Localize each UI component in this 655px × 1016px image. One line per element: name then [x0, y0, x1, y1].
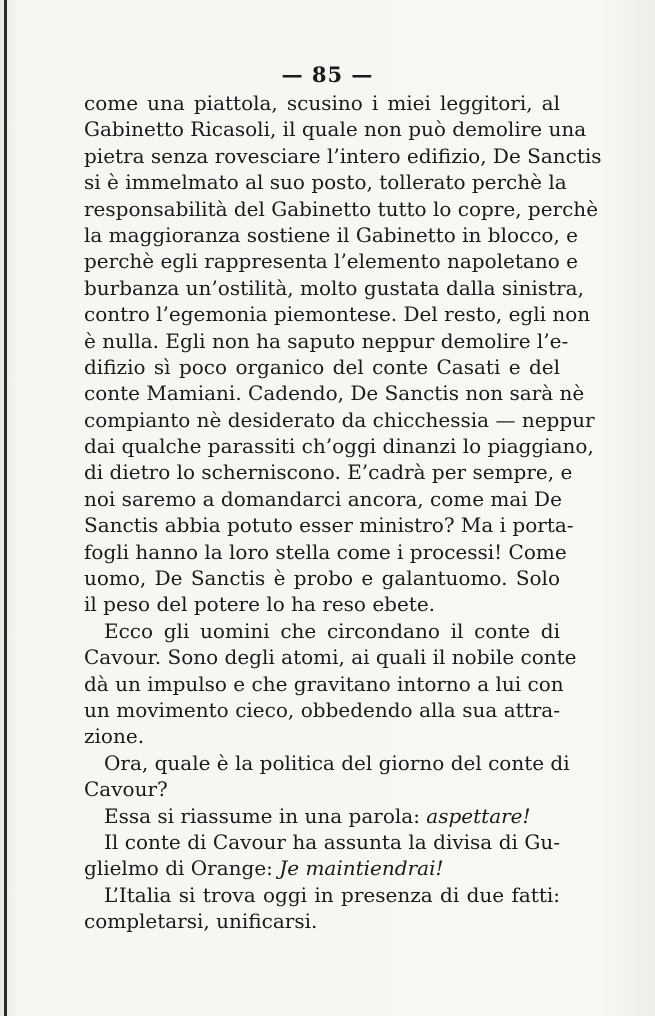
- text-line: [84, 486, 560, 512]
- text-line-content: glielmo di Orange:: [84, 856, 280, 881]
- text-line: [84, 222, 579, 248]
- text-line: [84, 354, 560, 380]
- text-line: [84, 829, 560, 855]
- text-line: [84, 196, 599, 222]
- text-line-content: difizio sì poco organico del conte Casati e del: [84, 354, 560, 379]
- text-line: [84, 591, 560, 617]
- text-line: [84, 618, 560, 644]
- text-line: [84, 90, 560, 116]
- text-line: [84, 169, 567, 195]
- text-line: [84, 248, 578, 274]
- text-line-content: Ecco gli uomini che circondano il conte di: [104, 618, 560, 643]
- text-line: [84, 644, 577, 670]
- page-number: — 85 —: [281, 62, 374, 87]
- text-line: [84, 116, 587, 142]
- text-line-content: Il conte di Cavour ha assunta la divisa di Gu-: [104, 829, 560, 854]
- text-line-content: Ora, quale è la politica del giorno del conte di: [104, 750, 570, 775]
- text-line-content: è nulla. Egli non ha saputo neppur demolire l’e-: [84, 328, 569, 353]
- text-line-content: Cavour. Sono degli atomi, ai quali il nobile conte: [84, 645, 577, 670]
- text-line-content: Sanctis abbia potuto esser ministro? Ma i porta-: [84, 513, 574, 538]
- text-line-content: zione.: [84, 724, 145, 749]
- text-line-content: come una piattola, scusino i miei leggitori, al: [84, 91, 560, 115]
- text-line-content: uomo, De Sanctis è probo e galantuomo. Solo: [84, 566, 560, 591]
- text-line-content: dai qualche parassiti ch’oggi dinanzi lo piaggiano,: [84, 434, 594, 459]
- text-line-content: fogli hanno la loro stella come i processi! Come: [84, 539, 567, 564]
- text-line-content: la maggioranza sostiene il Gabinetto in blocco, e: [84, 222, 579, 247]
- text-line-content: L’Italia si trova oggi in presenza di due fatti:: [104, 882, 560, 907]
- text-line-content: di dietro lo scherniscono. E’cadrà per sempre, e: [84, 460, 573, 485]
- text-line: [84, 539, 567, 565]
- text-line: [84, 671, 564, 697]
- text-line-content: burbanza un’ostilità, molto gustata dalla sinistra,: [84, 275, 584, 300]
- text-line-content: il peso del potere lo ha reso ebete.: [84, 592, 436, 617]
- text-line-content: noi saremo a domandarci ancora, come mai De: [84, 486, 562, 511]
- text-line-content: dà un impulso e che gravitano intorno a lui con: [84, 671, 564, 696]
- text-line-content: pietra senza rovesciare l’intero edifizio, De Sanctis: [84, 143, 602, 168]
- text-line-content: responsabilità del Gabinetto tutto lo copre, perchè: [84, 196, 599, 221]
- text-line: [84, 697, 560, 723]
- text-line: [84, 301, 591, 327]
- text-line: [84, 723, 560, 749]
- text-line-content: Essa si riassume in una parola:: [104, 803, 427, 828]
- text-line-content: conte Mamiani. Cadendo, De Sanctis non sarà nè: [84, 381, 585, 406]
- text-line: [84, 275, 584, 301]
- text-line-content: Gabinetto Ricasoli, il quale non può demolire una: [84, 117, 587, 142]
- text-line: [84, 803, 560, 829]
- text-line: [84, 565, 560, 591]
- body-text: [84, 90, 602, 935]
- text-line-content: contro l’egemonia piemontese. Del resto, egli non: [84, 302, 591, 327]
- text-line: [84, 908, 560, 934]
- text-line-content: un movimento cieco, obbedendo alla sua attra-: [84, 697, 560, 722]
- text-line: [84, 143, 602, 169]
- text-line-content: perchè egli rappresenta l’elemento napoletano e: [84, 249, 578, 274]
- text-line-content: completarsi, unificarsi.: [84, 909, 318, 934]
- text-line: [84, 855, 560, 881]
- text-line: [84, 776, 560, 802]
- text-line: [84, 380, 585, 406]
- text-line-content: compianto nè desiderato da chicchessia — neppur: [84, 407, 595, 432]
- italic-phrase: Je maintiendrai!: [279, 856, 444, 881]
- italic-phrase: aspettare!: [426, 803, 531, 828]
- text-line: [84, 459, 573, 485]
- text-line: [84, 750, 570, 776]
- text-line-content: si è immelmato al suo posto, tollerato perchè la: [84, 170, 567, 195]
- text-line: [84, 433, 594, 459]
- text-line: [84, 328, 569, 354]
- text-line: [84, 407, 595, 433]
- text-line: [84, 512, 574, 538]
- text-line-content: Cavour?: [84, 777, 168, 802]
- text-line: [84, 882, 560, 908]
- binding-edge: [4, 0, 7, 1016]
